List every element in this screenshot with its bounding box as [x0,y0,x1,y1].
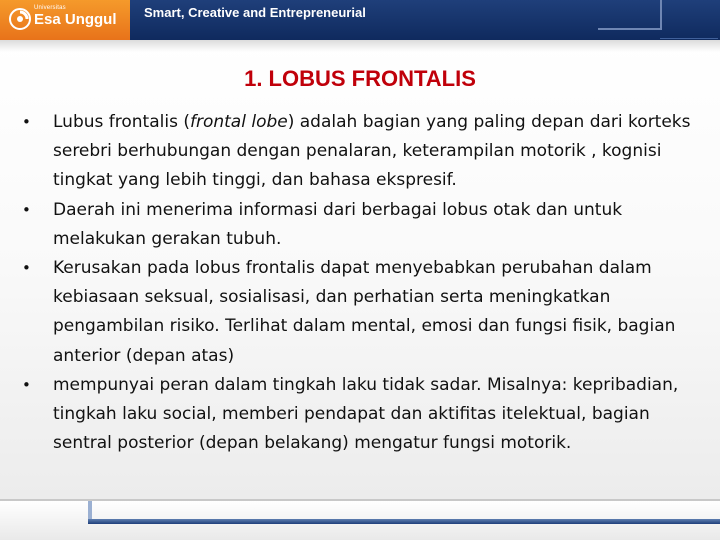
bullet-item [22,371,710,459]
bullet-list [22,108,710,458]
bullet-dot-icon: • [22,200,31,219]
bullet-item [22,254,710,371]
header-decoration-right [660,0,718,39]
tagline: Smart, Creative and Entrepreneurial [144,5,366,20]
university-logo[interactable] [0,0,130,40]
logo-small-text: Universitas [34,5,66,11]
bullet-dot-icon: • [22,113,31,131]
bullet-text: mempunyai peran dalam tingkah laku tidak sadar. Misalnya: kepribadian, tingkah laku social, memberi pendapat dan aktifitas itelektual, bagian sentral posterior (depan belakang) mengatur fungsi motorik. [53,374,679,454]
bullet-item [22,196,710,254]
bullet-text-italic: frontal lobe [189,112,288,132]
bullet-text-pre: Lubus frontalis ( [53,112,190,132]
panel-top-shade [0,40,720,52]
logo-name: Esa Unggul [34,11,117,28]
bullet-text: Kerusakan pada lobus frontalis dapat menyebabkan perubahan dalam kebiasaan seksual, sosialisasi, dan perhatian serta meningkatkan pengambilan risiko. Terlihat dalam mental, emosi dan fungsi fisik, bagian anterior (depan atas) [53,258,676,366]
bullet-item [22,108,710,196]
bullet-dot-icon: • [22,375,31,394]
bullet-text-post: ) adalah bagian yang paling depan dari korteks serebri berhubungan dengan penalaran, keterampilan motorik , kognisi tingkat yang lebih tinggi, dan bahasa ekspresif. [53,112,691,191]
header-decoration [598,0,662,30]
footer-accent-stripe [88,519,720,524]
bullet-dot-icon: • [22,259,31,278]
logo-emblem-icon [9,8,31,30]
bullet-text: Daerah ini menerima informasi dari berbagai lobus otak dan untuk melakukan gerakan tubuh. [53,199,623,249]
slide-title: 1. LOBUS FRONTALIS [244,66,476,91]
